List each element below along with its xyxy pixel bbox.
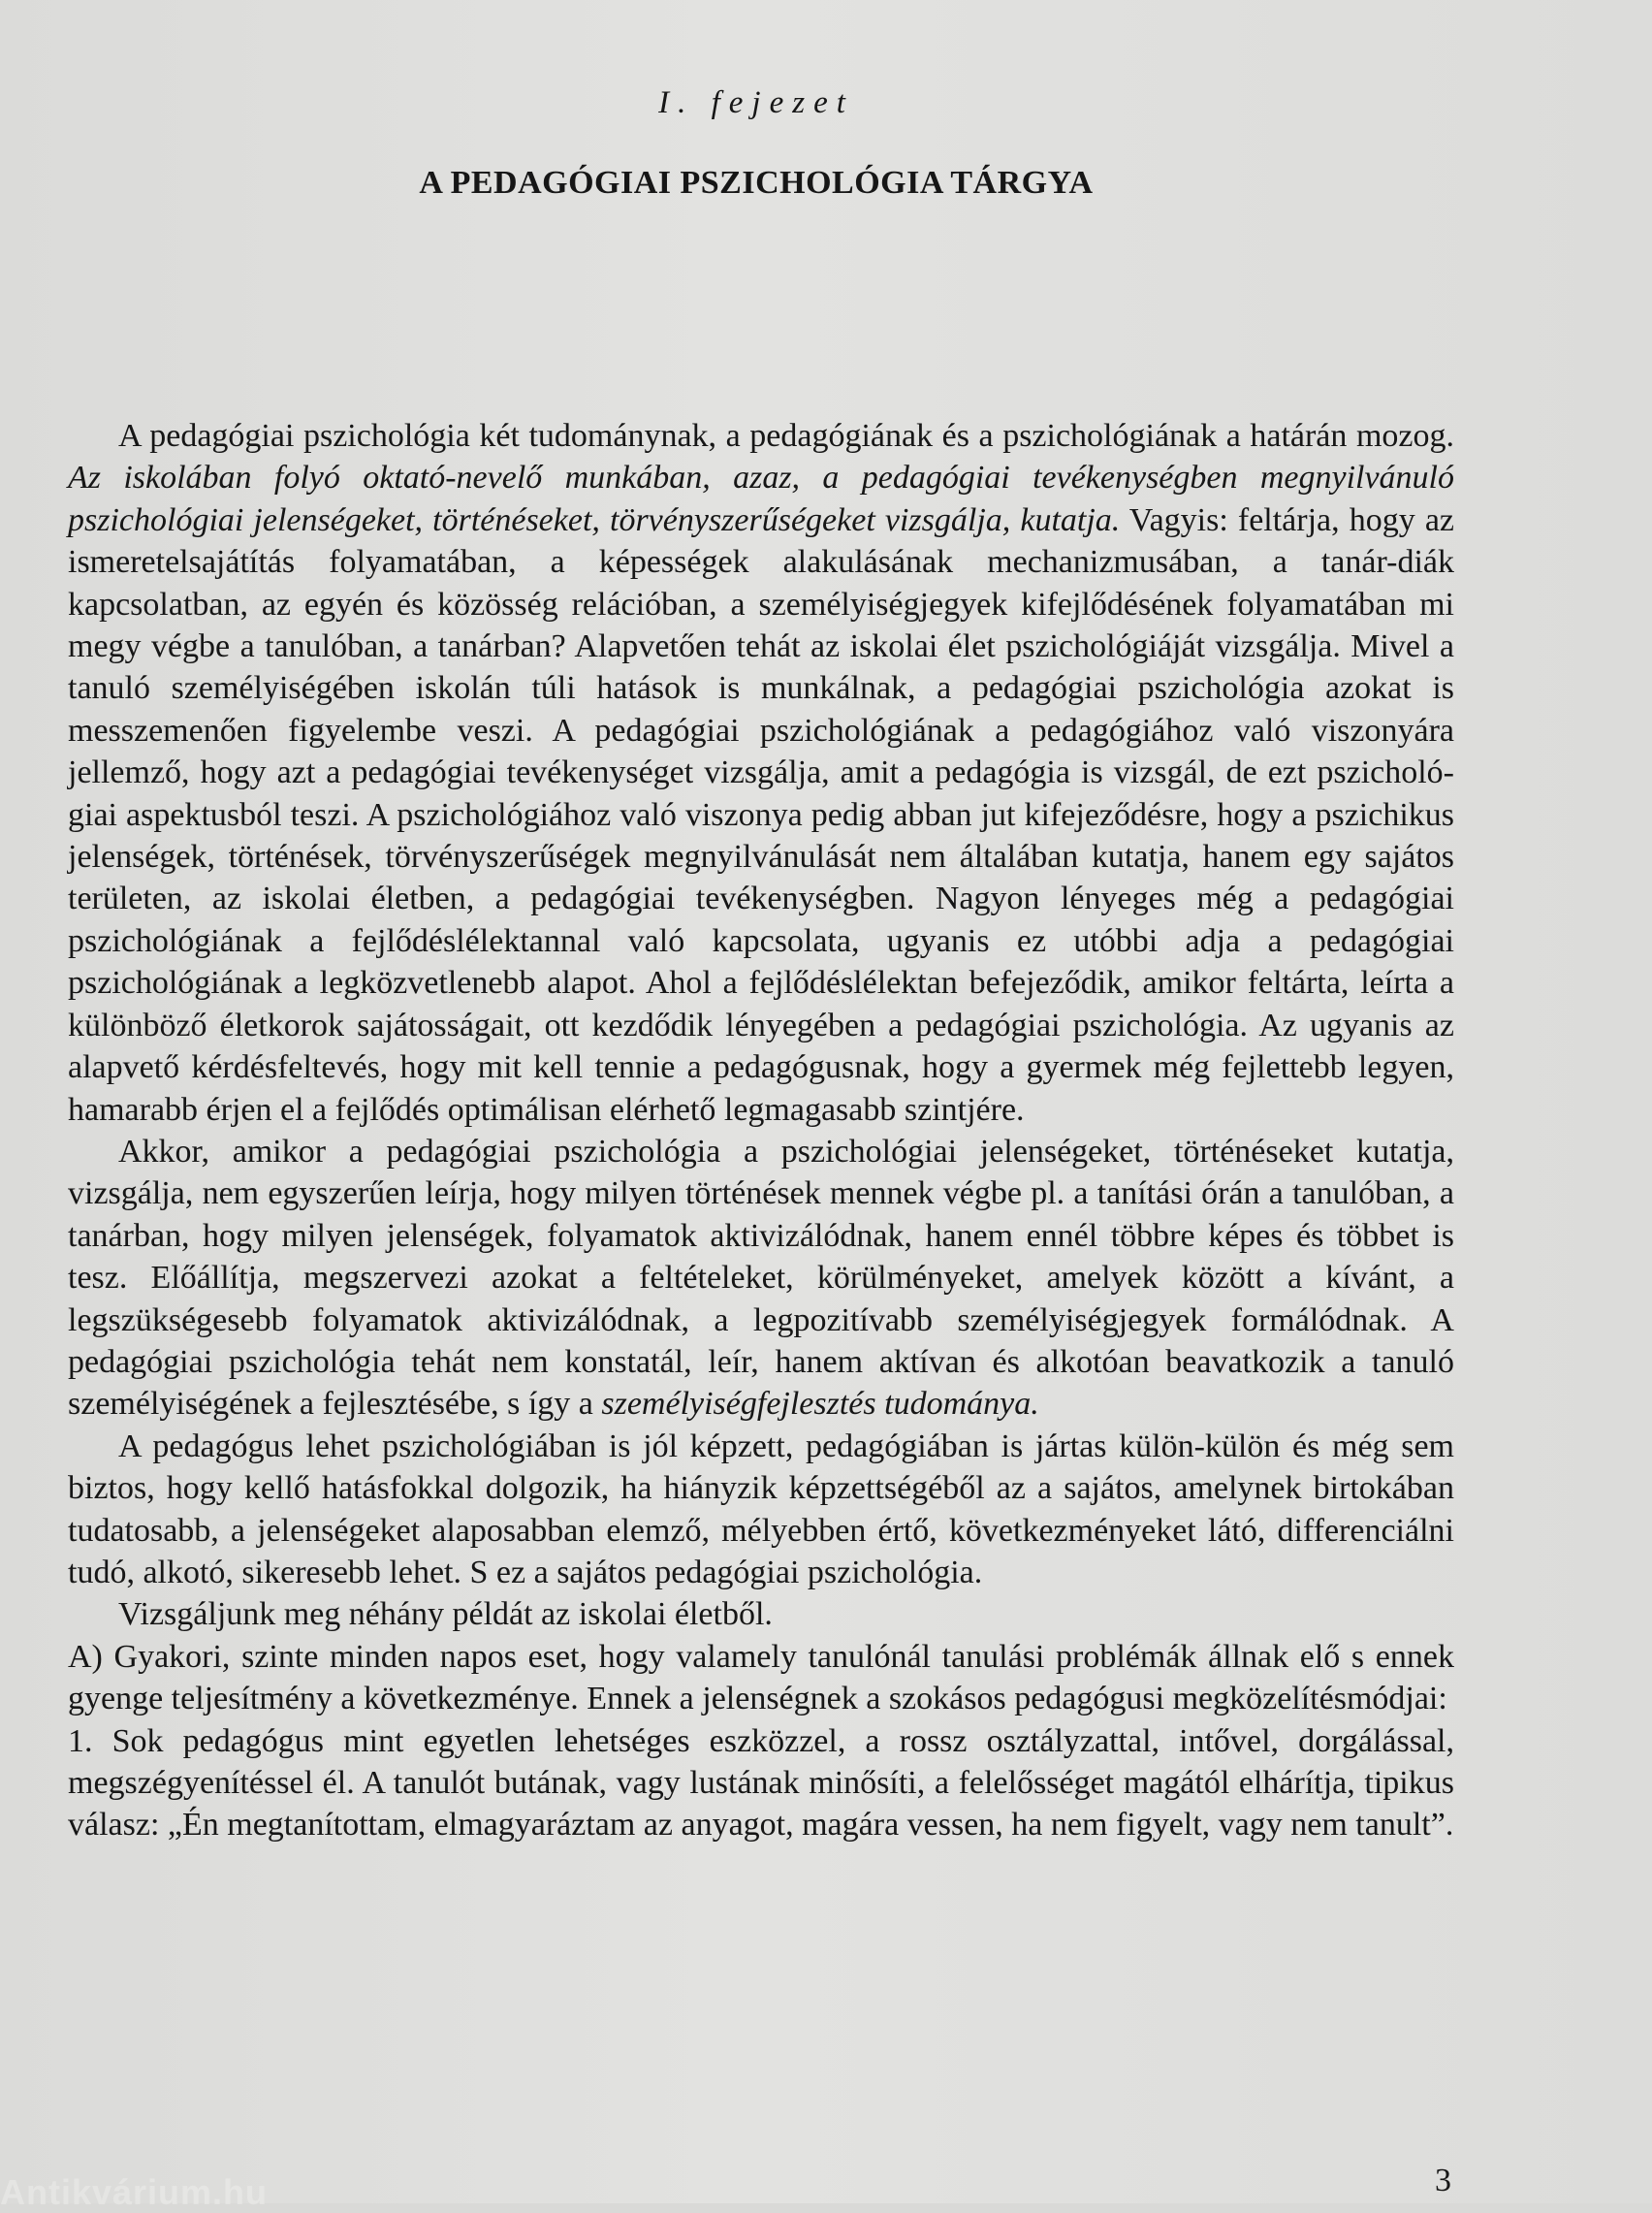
paragraph-2 xyxy=(68,1131,1454,1426)
paragraph-2-emphasis: személyiségfejlesztés tudománya. xyxy=(601,1386,1039,1423)
paragraph-1-intro: A pedagógiai pszichológia két tudománynak, a pedagógiának és a pszichológiának a határán mozog. xyxy=(118,418,1454,454)
watermark: Antikvárium.hu xyxy=(0,2172,269,2212)
paragraph-5: A) Gyakori, szinte minden napos eset, hogy valamely tanulónál tanulási problémák állnak elő s ennek gyenge teljesítmény a következménye. Ennek a jelenségnek a szokásos pedagógusi megközelítésmódjai: xyxy=(68,1638,1454,1717)
paragraph-3: A pedagógus lehet pszichológiában is jól képzett, pedagógiában is jártas külön-külön és még sem biztos, hogy kellő hatásfokkal dolgozik, ha hiányzik képzettségéből az a sajátos, amelynek birtokában tudatosabb, a jelenségeket alaposabban elemző, mélyebben értő, következményeket látó, differenciálni tudó, alkotó, sikeresebb lehet. S ez a sajátos pedagógiai pszichológia. xyxy=(68,1427,1454,1590)
paragraph-6: 1. Sok pedagógus mint egyetlen lehetséges eszközzel, a rossz osztályzattal, intővel, dorgálással, megszégyenítéssel él. A tanulót butának, vagy lustának minősíti, a felelősséget magától elhárítja, tipikus válasz: „Én megtanítottam, elmagyaráztam az anyagot, magára vessen, ha nem figyelt, vagy nem tanult”. xyxy=(68,1722,1454,1844)
paragraph-1-definition: Az iskolában folyó oktató-nevelő munkában, azaz, a pedagógiai tevékenységben megnyilvánuló pszichológiai jelenségeket, történéseket, törvényszerűségeket vizsgálja, kutatja. xyxy=(68,460,1454,538)
paragraph-1-body: Vagyis: feltárja, hogy az ismeretelsajátítás folyamatában, a képességek alakulásának mechanizmusában, a tanár-diák kapcsolatban, az egyén és közösség relációban, a személyiségjegyek kifejlődésének folyamatában mi megy végbe a tanulóban, a tanárban? Alapvetően tehát az iskolai élet pszichológiáját vizsgálja. Mivel a tanuló személyiségében iskolán túli hatások is munkálnak, a pedagógiai pszichológia azokat is messzemenően figyelembe veszi. A pedagógiai pszichológiának a pedagógiához való viszonyára jellemző, hogy azt a pedagógiai tevékenységet vizsgálja, amit a pedagógia is vizsgál, de ezt pszichológiai aspektusból teszi. A pszichológiához való viszonya pedig abban jut kifejeződésre, hogy a pszichikus jelenségek, történések, törvényszerűségek megnyilvánulását nem általában kutatja, hanem egy sajátos területen, az iskolai életben, a pedagógiai tevékenységben. Nagyon lényeges még a pedagógiai pszichológiának a fejlődéslélektannal való kapcsolata, ugyanis ez utóbbi adja a pedagógiai pszichológiának a legközvetlenebb alapot. Ahol a fejlődéslélektan befejeződik, amikor feltárta, leírta a különböző életkorok sajátosságait, ott kezdődik lényegében a pedagógiai pszichológia. Az ugyanis az alapvető kérdésfeltevés, hogy mit kell tennie a pedagógusnak, hogy a gyermek még fejlettebb legyen, hamarabb érjen el a fejlődés optimálisan elérhető legmagasabb szintjére. xyxy=(68,501,1455,1128)
page-number: 3 xyxy=(1435,2163,1451,2198)
paragraph-4: Vizsgáljunk meg néhány példát az iskolai életből. xyxy=(118,1596,773,1633)
paragraph-1 xyxy=(68,415,1454,1131)
paragraph-2-body: Akkor, amikor a pedagógiai pszichológia a pszichológiai jelenségeket, történéseket kutatja, vizsgálja, nem egyszerűen leírja, hogy milyen történések mennek végbe pl. a tanítási órán a tanulóban, a tanárban, hogy milyen jelenségek, folyamatok aktivizálódnak, hanem ennél többre képes és többet is tesz. Előállítja, megszervezi azokat a feltételeket, körülményeket, amelyek között a kívánt, a legszükségesebb folyamatok aktivizálódnak, a legpozitívabb személyiségjegyek formálódnak. A pedagógiai pszichológia tehát nem konstatál, leír, hanem aktívan és alkotóan beavatkozik a tanuló személyiségének a fejlesztésébe, s így a xyxy=(68,1133,1454,1423)
chapter-title: A PEDAGÓGIAI PSZICHOLÓGIA TÁRGYA xyxy=(419,165,1094,201)
body-text xyxy=(68,415,1454,1846)
chapter-label: I. fejezet xyxy=(658,85,854,120)
